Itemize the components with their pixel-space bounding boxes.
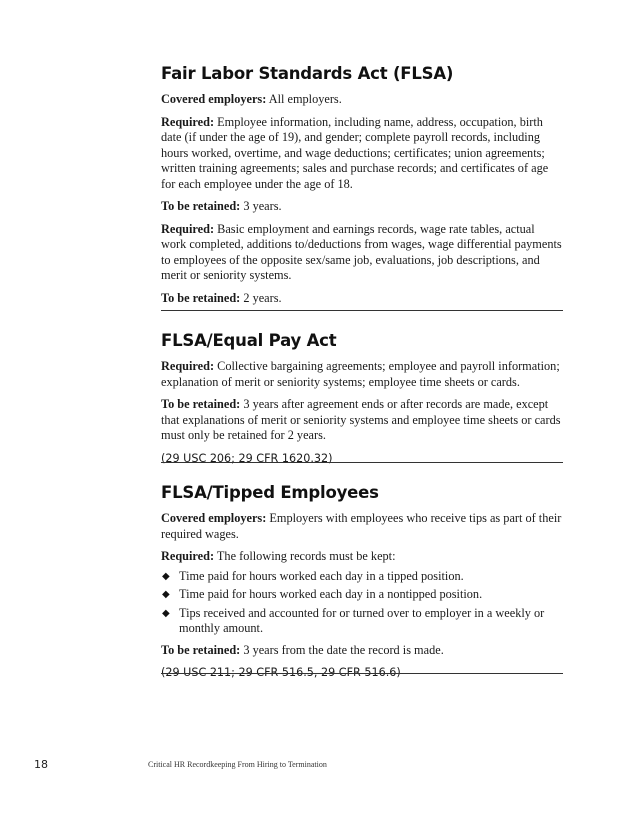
retained-text: 2 years.	[240, 290, 282, 305]
covered-employers-text: All employers.	[266, 92, 342, 106]
section-tipped-employees	[161, 483, 563, 685]
retained-label: To be retained:	[161, 642, 241, 657]
list-item-text: Time paid for hours worked each day in a nontipped position.	[179, 587, 483, 601]
diamond-bullet-icon: ◆	[162, 570, 170, 582]
retained-text: 3 years.	[240, 199, 282, 213]
retained-paragraph	[161, 199, 563, 215]
required-text: Collective bargaining agreements; employee and payroll information; explanation of merit or seniority systems; employee time sheets or cards.	[161, 359, 560, 389]
covered-employers-paragraph	[161, 92, 563, 108]
list-item-text: Time paid for hours worked each day in a tipped position.	[179, 568, 464, 583]
required-label: Required:	[161, 221, 215, 236]
list-item	[161, 587, 563, 603]
required-label: Required:	[161, 549, 215, 563]
required-text: Employee information, including name, address, occupation, birth date (if under the age of 19), and gender; complete payroll records, including hours worked, overtime, and wage deductions; certificates; union agreements; written training agreements; sales and purchase records; and certificates of age for each employee under the age of 18.	[161, 114, 549, 191]
list-item	[161, 569, 563, 585]
bullet-list	[161, 569, 563, 637]
covered-employers-label: Covered employers:	[161, 511, 267, 525]
retained-paragraph	[161, 643, 563, 659]
page-number: 18	[34, 758, 48, 771]
covered-employers-text: Employers with employees who receive tips as part of their required wages.	[161, 511, 562, 541]
diamond-bullet-icon: ◆	[162, 589, 170, 600]
legal-citation: (29 USC 211; 29 CFR 516.5, 29 CFR 516.6)	[161, 666, 401, 679]
retained-paragraph	[161, 291, 563, 307]
covered-employers-label: Covered employers:	[161, 92, 267, 106]
section-heading: Fair Labor Standards Act (FLSA)	[161, 64, 454, 83]
retained-text: 3 years from the date the record is made.	[240, 642, 444, 657]
required-text: Basic employment and earnings records, wage rate tables, actual work completed, additions to/deductions from wages, wage differential payments to employees of the opposite sex/same job, evaluations, job descriptions, and merit or seniority systems.	[161, 221, 562, 282]
required-label: Required:	[161, 359, 215, 373]
required-paragraph	[161, 359, 563, 390]
retained-label: To be retained:	[161, 199, 241, 213]
retained-label: To be retained:	[161, 290, 241, 305]
required-text: The following records must be kept:	[214, 549, 396, 563]
list-item	[161, 606, 563, 637]
required-paragraph	[161, 222, 563, 284]
diamond-bullet-icon: ◆	[162, 607, 170, 619]
covered-employers-paragraph	[161, 511, 563, 542]
section-equal-pay-act	[161, 331, 563, 471]
retained-label: To be retained:	[161, 397, 241, 411]
required-paragraph	[161, 549, 563, 565]
required-paragraph	[161, 115, 563, 193]
section-divider	[161, 310, 563, 311]
footer-title: Critical HR Recordkeeping From Hiring to Termination	[148, 760, 327, 769]
section-divider	[161, 673, 563, 674]
list-item-text: Tips received and accounted for or turned over to employer in a weekly or monthly amount.	[179, 605, 545, 635]
retained-text: 3 years after agreement ends or after records are made, except that explanations of merit or seniority systems and employee time sheets or cards must only be retained for 2 years.	[161, 397, 561, 442]
section-divider	[161, 462, 563, 463]
retained-paragraph	[161, 397, 563, 444]
section-heading: FLSA/Tipped Employees	[161, 483, 379, 502]
required-label: Required:	[161, 114, 215, 129]
section-flsa	[161, 64, 563, 313]
section-heading: FLSA/Equal Pay Act	[161, 331, 337, 350]
legal-citation: (29 USC 206; 29 CFR 1620.32)	[161, 451, 333, 465]
